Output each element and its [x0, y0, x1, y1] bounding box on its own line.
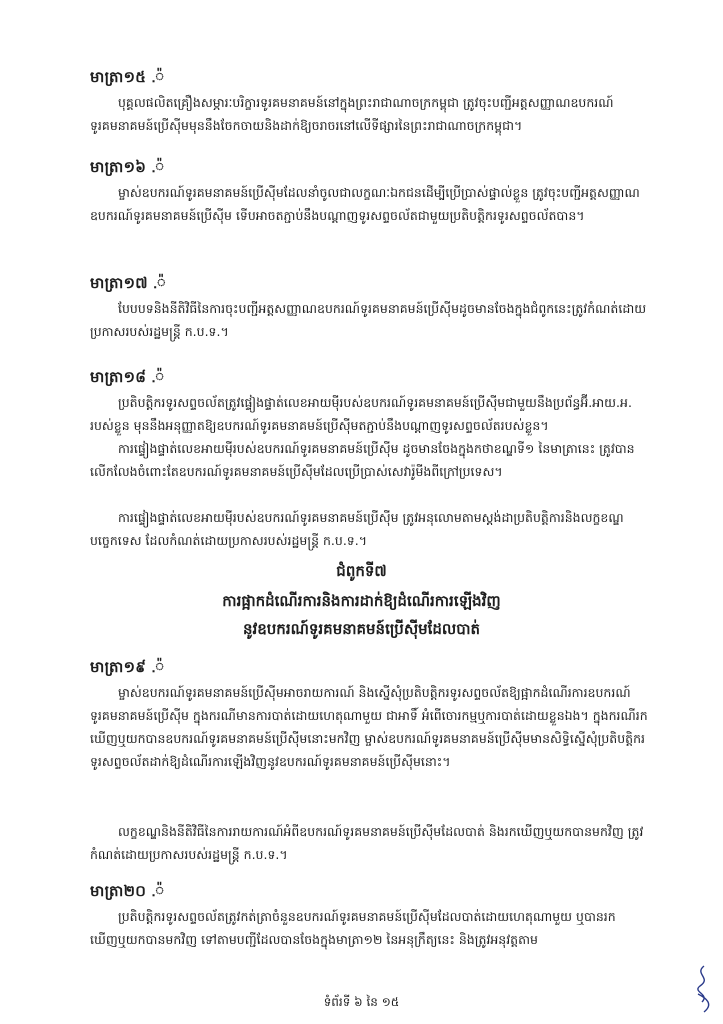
article-18-paragraph-1: ប្រតិបត្តិករទូរសព្ទចល័តត្រូវផ្ទៀងផ្ទាត់លេខអាយម៉ីរបស់ឧបករណ៍ទូរគមនាគមន៍ប្រើស៊ីមជាមួយនឹងប្រព័ន្ធអ៊ី.អាយ.អ. របស់ខ្លួន មុននឹងអនុញ្ញាតឱ្យឧបករណ៍ទូរគមនាគមន៍ប្រើស៊ីមតភ្ជាប់នឹងបណ្ដាញទូរសព្ទចល័តរបស់ខ្លួន។: [90, 395, 636, 433]
article-18-paragraph-3: ការផ្ទៀងផ្ទាត់លេខអាយម៉ីរបស់ឧបករណ៍ទូរគមនាគមន៍ប្រើស៊ីម ត្រូវអនុលោមតាមស្តង់ដាប្រតិបត្តិការនិងលក្ខខណ្ឌបច្ចេកទេស ដែលកំណត់ដោយប្រកាសរបស់រដ្ឋមន្ត្រី ក.ប.ទ.។: [90, 510, 624, 548]
article-20-paragraph: ប្រតិបត្តិករទូរសព្ទចល័តត្រូវកត់ត្រាចំនួនឧបករណ៍ទូរគមនាគមន៍ប្រើស៊ីមដែលបាត់ដោយហេតុណាមួយ ឬបានរកឃើញឬយកបានមកវិញ ទៅតាមបញ្ជីដែលបានចែងក្នុងមាត្រា១២ នៃអនុក្រឹត្យនេះ និងត្រូវអនុវត្តតាម: [90, 909, 616, 947]
chapter-title-line-2: នូវឧបករណ៍ទូរគមនាគមន៍ប្រើស៊ីមដែលបាត់: [242, 620, 480, 638]
article-18-paragraph-2: ការផ្ទៀងផ្ទាត់លេខអាយម៉ីរបស់ឧបករណ៍ទូរគមនាគមន៍ប្រើស៊ីម ដូចមានចែងក្នុងកថាខណ្ឌទី១ នៃមាត្រានេះ ត្រូវបានលើកលែងចំពោះតែឧបករណ៍ទូរគមនាគមន៍ប្រើស៊ីមដែលប្រើប្រាស់សេវារ៉ូមីងពីក្រៅប្រទេស។: [90, 441, 635, 479]
article-18-heading: មាត្រា១៨ .៉: [90, 368, 165, 386]
article-17-heading: មាត្រា១៧ .៉: [90, 274, 167, 292]
article-19-paragraph-1: ម្ចាស់ឧបករណ៍ទូរគមនាគមន៍ប្រើស៊ីមអាចរាយការណ៍ និងស្នើសុំប្រតិបត្តិករទូរសព្ទចល័តឱ្យផ្អាកដំណើរការឧបករណ៍ទូរគមនាគមន៍ប្រើស៊ីម ក្នុងករណីមានការបាត់ដោយហេតុណាមួយ ជាអាទិ៍ អំពើចោរកម្មឬការបាត់ដោយខ្លួនឯង។ ក្នុងករណីរកឃើញឬយកបានឧបករណ៍ទូរគមនាគមន៍ប្រើស៊ីមនោះមកវិញ ម្ចាស់ឧបករណ៍ទូរគមនាគមន៍ប្រើស៊ីមមានសិទ្ធិស្នើសុំប្រតិបត្តិករទូរសព្ទចល័តដាក់ឱ្យដំណើរការឡើងវិញនូវឧបករណ៍ទូរគមនាគមន៍ប្រើស៊ីមនោះ។: [90, 685, 648, 769]
article-16-heading: មាត្រា១៦ .៉: [90, 158, 165, 176]
article-15-heading: មាត្រា១៥ .៉: [90, 68, 165, 86]
article-17-paragraph: បែបបទនិងនីតិវិធីនៃការចុះបញ្ជីអត្តសញ្ញាណឧបករណ៍ទូរគមនាគមន៍ប្រើស៊ីមដូចមានចែងក្នុងជំពូកនេះត្រូវកំណត់ដោយប្រកាសរបស់រដ្ឋមន្ត្រី ក.ប.ទ.។: [90, 301, 647, 339]
article-16-paragraph: ម្ចាស់ឧបករណ៍ទូរគមនាគមន៍ប្រើស៊ីមដែលនាំចូលជាលក្ខណៈឯកជនដើម្បីប្រើប្រាស់ផ្ទាល់ខ្លួន ត្រូវចុះបញ្ជីអត្តសញ្ញាណឧបករណ៍ទូរគមនាគមន៍ប្រើស៊ីម ទើបអាចតភ្ជាប់នឹងបណ្ដាញទូរសព្ទចល័តជាមួយប្រតិបត្តិករទូរសព្ទចល័តបាន។: [90, 185, 640, 223]
article-19-paragraph-2: លក្ខខណ្ឌនិងនីតិវិធីនៃការរាយការណ៍អំពីឧបករណ៍ទូរគមនាគមន៍ប្រើស៊ីមដែលបាត់ និងរកឃើញឬយកបានមកវិញ ត្រូវកំណត់ដោយប្រកាសរបស់រដ្ឋមន្ត្រី ក.ប.ទ.។: [90, 824, 644, 862]
chapter-title-line-1: ការផ្អាកដំណើរការនិងការដាក់ឱ្យដំណើរការឡើងវិញ: [222, 592, 501, 610]
article-15-paragraph: បុគ្គលផលិតគ្រឿងសម្ភារៈបរិក្ខារទូរគមនាគមន៍នៅក្នុងព្រះរាជាណាចក្រកម្ពុជា ត្រូវចុះបញ្ជីអត្តសញ្ញាណឧបករណ៍ទូរគមនាគមន៍ប្រើស៊ីមមុននឹងចែកចាយនិងដាក់ឱ្យចរាចរនៅលើទីផ្សារនៃព្រះរាជាណាចក្រកម្ពុជា។: [90, 95, 614, 133]
page-number-footer: ទំព័រទី ៦ នៃ ១៥: [323, 995, 400, 1009]
article-20-heading: មាត្រា២០ .៉: [90, 882, 165, 900]
chapter-number: ជំពូកទី៧: [336, 562, 387, 580]
article-19-heading: មាត្រា១៩ .៉: [90, 658, 165, 676]
